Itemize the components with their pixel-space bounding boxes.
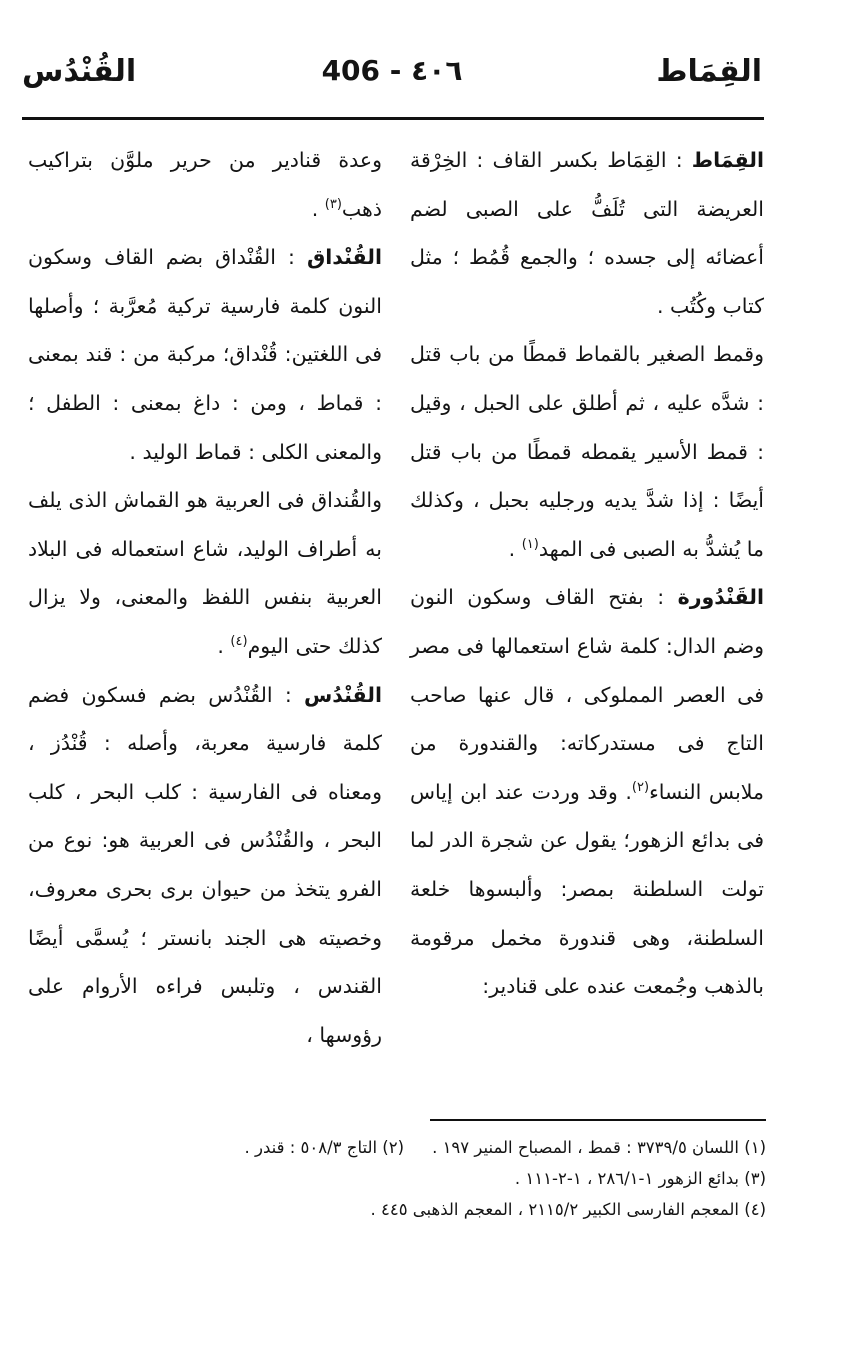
footnote-3: (٣) بدائع الزهور ١-٢٨٦/١ ، ١-٢-١١١ . [514,1169,766,1188]
footnotes [40,1132,766,1225]
entry-text: : القُنْداق بضم القاف وسكون النون كلمة فارسية تركية مُعرَّبة ؛ وأصلها فى اللغتين: قُنْداق؛ مركبة من : قند بمعنى : قماط ، ومن : داغ بمعنى : الطفل ؛ والمعنى الكلى : قماط الوليد . [28,245,382,464]
entry-term: القِمَاط [691,148,764,172]
footnote-4: (٤) المعجم الفارسى الكبير ٢١١٥/٢ ، المعجم الذهبى ٤٤٥ . [370,1200,766,1219]
entry-tail: . [217,633,231,658]
entry-qandura [410,573,764,1010]
entry-qandura-cont [28,136,382,233]
page-number: 406 - ٤٠٦ [321,54,463,87]
footnote-ref: (٣) [324,196,342,212]
entry-term: القُنْدُس [304,682,382,707]
header-divider [22,117,764,120]
entry-text: والقُنداق فى العربية هو القماش الذى يلف به أطراف الوليد، شاع استعماله فى البلاد العربية بنفس اللفظ والمعنى، ولا يزال كذلك حتى اليوم [28,488,382,658]
entry-qimat [410,136,764,330]
entry-text: : القُنْدُس بضم فسكون فضم كلمة فارسية معربة، وأصله : قُنْدُز ، ومعناه فى الفارسية : كلب البحر ، كلب البحر ، والقُنْدُس فى العربية هو: نوع من الفرو يتخذ من حيوان برى بحرى معروف، وخصيته هى الجند بانستر ؛ يُسمَّى أيضًا القندس ، وتلبس فراءه الأروام على رؤوسها ، [28,682,382,1047]
footnote-2: (٢) التاج ٥٠٨/٣ : قندر . [244,1138,405,1157]
entry-tail: . وقد وردت عند ابن إياس فى بدائع الزهور؛ يقول عن شجرة الدر لما تولت السلطنة بمصر: وألبسوها خلعة السلطنة، وهى قندورة مخمل مرقومة بالذهب وجُمعت عنده على قنادير: [410,779,764,999]
footnote-divider [430,1119,766,1121]
footnote-ref: (١) [521,536,539,552]
footnote-row [40,1132,766,1163]
footnote-ref: (٤) [230,634,248,650]
entry-text: : بفتح القاف وسكون النون وضم الدال: كلمة شاع استعمالها فى مصر فى العصر المملوكى ، قال عنها صاحب التاج فى مستدركاته: والقندورة من ملابس النساء [410,585,764,804]
entry-qundus [28,671,382,1060]
entry-text: وقمط الصغير بالقماط قمطًا من باب قتل : شدَّه عليه ، ثم أطلق على الحبل ، وقيل : قمط الأسير يقمطه قمطًا من باب قتل أيضًا : إذا شدَّ يديه ورجليه بحبل ، وكذلك ما يُشدُّ به الصبى فى المهد [410,342,764,561]
left-column [28,136,382,1059]
entry-tail: . [311,196,325,221]
entry-term: القَنْدُورة [677,585,764,610]
entry-tail: . [508,536,522,561]
header-last-entry: القُنْدُس [22,54,137,89]
entry-qimat-cont [410,330,764,573]
entry-text: وعدة قنادير من حرير ملوَّن بتراكيب ذهب [28,148,382,221]
page-header [22,52,762,108]
footnote-ref: (٢) [631,779,650,795]
footnote-1: (١) اللسان ٣٧٣٩/٥ : قمط ، المصباح المنير ١٩٧ . [432,1138,766,1157]
entry-text: : القِمَاط بكسر القاف : الخِرْقة العريضة التى تُلَفُّ على الصبى لضم أعضائه إلى جسده ؛ والجمع قُمُط ؛ مثل كتاب وكُتُب . [410,148,764,318]
entry-qundaq [28,233,382,476]
right-column [410,136,764,1011]
entry-term: القُنْداق [306,245,382,270]
header-first-entry: القِمَاط [656,54,762,89]
entry-qundaq-cont [28,476,382,670]
